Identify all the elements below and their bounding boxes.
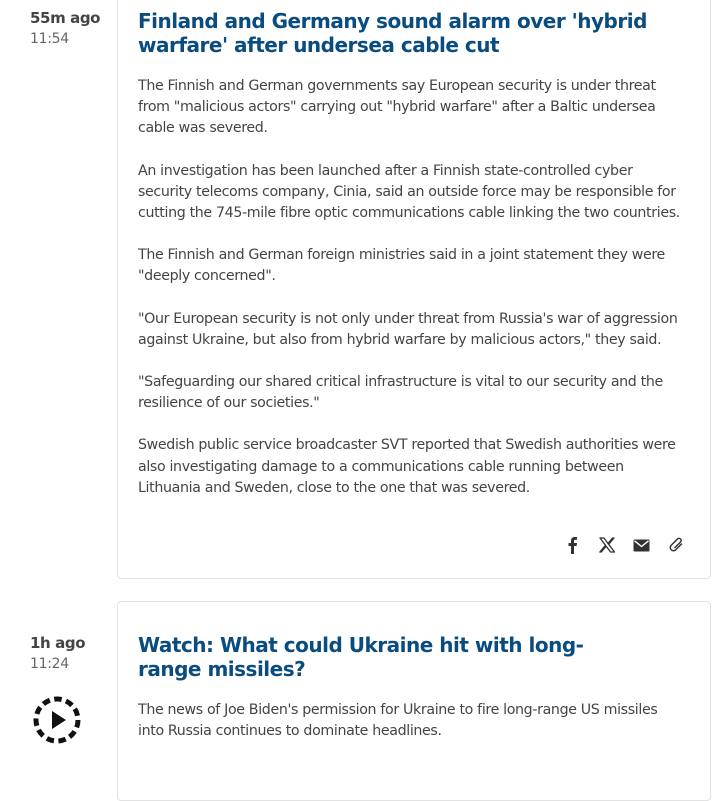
share-x-button[interactable] [589, 534, 624, 556]
post-timestamp [30, 9, 110, 47]
post-paragraph: Swedish public service broadcaster SVT reported that Swedish authorities were also investigating damage to a communications cable running between Lithuania and Sweden, close to the one that was severed. [138, 437, 676, 496]
post-headline[interactable]: Finland and Germany sound alarm over 'hybrid warfare' after undersea cable cut [138, 9, 647, 57]
clock-time: 11:54 [30, 31, 69, 47]
post-paragraph: "Safeguarding our shared critical infrastructure is vital to our security and the resilience of our societies." [138, 374, 663, 412]
post-paragraph: "Our European security is not only under threat from Russia's war of aggression against Ukraine, but also from hybrid warfare by malicious actors," they said. [138, 310, 678, 348]
post-paragraph: The news of Joe Biden's permission for Ukraine to fire long-range US missiles into Russia continues to dominate headlines. [138, 702, 658, 740]
relative-time: 55m ago [30, 9, 101, 27]
share-email-button[interactable] [624, 534, 659, 556]
live-post-card [117, 601, 711, 801]
video-play-icon [33, 696, 81, 744]
clock-time: 11:24 [30, 656, 69, 672]
share-bar [554, 534, 694, 556]
link-icon [668, 537, 685, 554]
relative-time: 1h ago [30, 634, 86, 652]
post-paragraph: The Finnish and German foreign ministries said in a joint statement they were "deeply concerned". [138, 247, 665, 285]
video-play-button[interactable] [33, 696, 81, 748]
live-post-card [117, 0, 711, 579]
post-paragraph: An investigation has been launched after a Finnish state-controlled cyber security telecoms company, Cinia, said an outside force may be responsible for cutting the 745-mile fibre optic communications cable linking the two countries. [138, 162, 680, 222]
copy-link-button[interactable] [659, 534, 694, 556]
x-icon [599, 537, 615, 553]
post-timestamp [30, 634, 110, 672]
email-icon [633, 539, 650, 552]
share-facebook-button[interactable] [554, 534, 589, 556]
post-paragraph: The Finnish and German governments say European security is under threat from "malicious actors" carrying out "hybrid warfare" after a Baltic undersea cable was severed. [138, 78, 656, 137]
facebook-icon [566, 536, 578, 554]
post-headline[interactable]: Watch: What could Ukraine hit with long-range missiles? [138, 633, 584, 681]
